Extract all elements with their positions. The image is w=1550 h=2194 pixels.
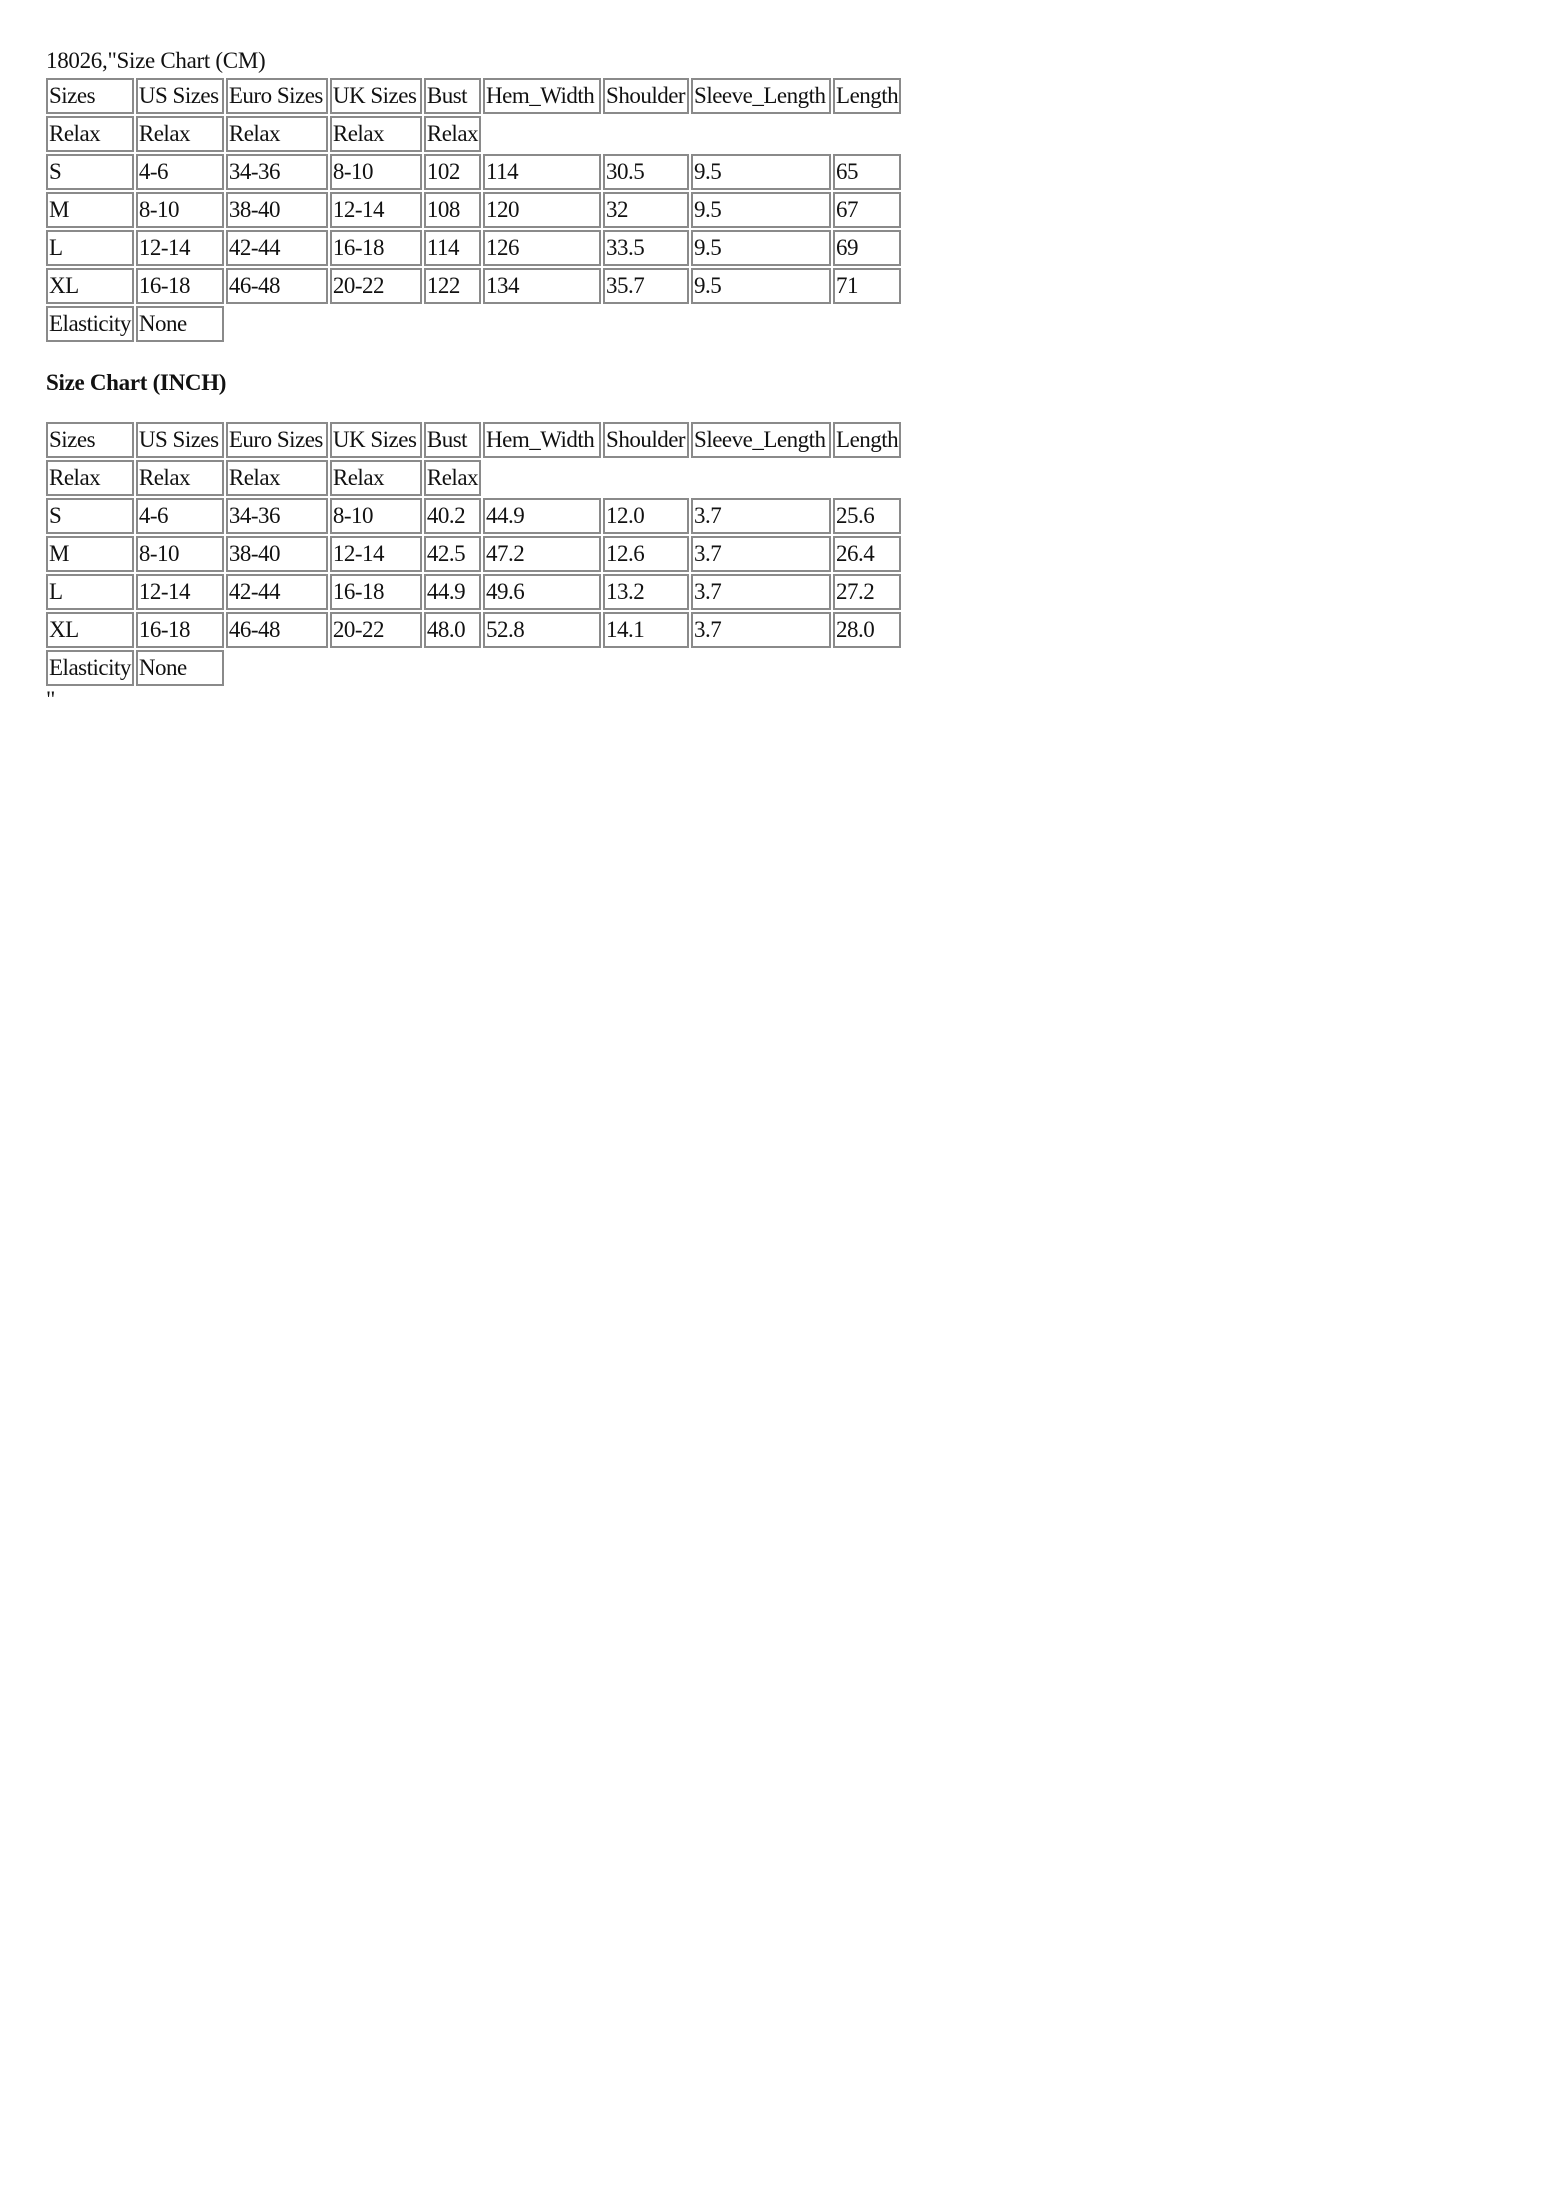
size-chart-inch-table — [44, 420, 903, 688]
table-cell: 33.5 — [603, 230, 689, 266]
table-cell: 3.7 — [691, 612, 831, 648]
table-cell: 20-22 — [330, 612, 422, 648]
table-header-cell: Hem_Width — [483, 422, 601, 458]
table-cell: M — [46, 536, 134, 572]
table-cell: 46-48 — [226, 612, 328, 648]
table-cell: Relax — [136, 116, 224, 152]
table-cell: Elasticity — [46, 650, 134, 686]
table-cell: 30.5 — [603, 154, 689, 190]
table-cell: 42.5 — [424, 536, 481, 572]
table-cell: 71 — [833, 268, 901, 304]
table-cell: 20-22 — [330, 268, 422, 304]
table-cell: 67 — [833, 192, 901, 228]
table-cell: 34-36 — [226, 154, 328, 190]
table-cell: 42-44 — [226, 230, 328, 266]
table-cell: L — [46, 574, 134, 610]
table-cell: 12-14 — [136, 230, 224, 266]
table-cell: Relax — [46, 460, 134, 496]
table-row — [46, 612, 901, 648]
table-cell: 44.9 — [483, 498, 601, 534]
table-cell: 3.7 — [691, 536, 831, 572]
table-cell: XL — [46, 268, 134, 304]
table-cell: 12-14 — [330, 192, 422, 228]
fit-row — [46, 460, 901, 496]
table-header-cell: UK Sizes — [330, 78, 422, 114]
table-cell: L — [46, 230, 134, 266]
table-cell: None — [136, 650, 224, 686]
inch-chart-heading: Size Chart (INCH) — [46, 370, 227, 395]
elasticity-row — [46, 650, 901, 686]
table-cell: 47.2 — [483, 536, 601, 572]
table-cell: 44.9 — [424, 574, 481, 610]
size-chart-cm-table — [44, 76, 903, 344]
table-cell: Relax — [136, 460, 224, 496]
table-cell: 65 — [833, 154, 901, 190]
table-cell: 14.1 — [603, 612, 689, 648]
table-cell: Relax — [46, 116, 134, 152]
empty-cell — [226, 650, 901, 686]
table-cell: 12.0 — [603, 498, 689, 534]
table-cell: 13.2 — [603, 574, 689, 610]
table-cell: 69 — [833, 230, 901, 266]
table-cell: 16-18 — [136, 612, 224, 648]
table-row — [46, 230, 901, 266]
table-cell: XL — [46, 612, 134, 648]
table-cell: 32 — [603, 192, 689, 228]
table-row — [46, 498, 901, 534]
document-page — [46, 46, 946, 712]
table-cell: 134 — [483, 268, 601, 304]
table-cell: 49.6 — [483, 574, 601, 610]
table-cell: Relax — [424, 460, 481, 496]
table-header-cell: US Sizes — [136, 78, 224, 114]
table-cell: 114 — [424, 230, 481, 266]
table-cell: 108 — [424, 192, 481, 228]
table-cell: 9.5 — [691, 154, 831, 190]
trailing-quote-mark: " — [46, 687, 56, 712]
table-cell: 42-44 — [226, 574, 328, 610]
table-header-cell: Length — [833, 422, 901, 458]
table-cell: 27.2 — [833, 574, 901, 610]
elasticity-row — [46, 306, 901, 342]
empty-cell — [226, 306, 901, 342]
table-cell: 9.5 — [691, 268, 831, 304]
table-cell: 25.6 — [833, 498, 901, 534]
table-cell: S — [46, 498, 134, 534]
table-header-cell: Shoulder — [603, 78, 689, 114]
table-header-cell: Euro Sizes — [226, 78, 328, 114]
table-cell: 4-6 — [136, 498, 224, 534]
table-header-cell: Hem_Width — [483, 78, 601, 114]
table-cell: 34-36 — [226, 498, 328, 534]
table-cell: 35.7 — [603, 268, 689, 304]
table-cell: Relax — [330, 460, 422, 496]
table-header-cell: Sleeve_Length — [691, 78, 831, 114]
table-cell: 120 — [483, 192, 601, 228]
table-cell: 12-14 — [330, 536, 422, 572]
table-row — [46, 268, 901, 304]
table-cell: 8-10 — [136, 192, 224, 228]
table-header-cell: Sizes — [46, 78, 134, 114]
table-cell: 12.6 — [603, 536, 689, 572]
table-header-cell: Length — [833, 78, 901, 114]
inch-table-body — [46, 422, 901, 686]
table-cell: 9.5 — [691, 230, 831, 266]
table-cell: 38-40 — [226, 192, 328, 228]
table-cell: 102 — [424, 154, 481, 190]
table-cell: 12-14 — [136, 574, 224, 610]
table-cell: 126 — [483, 230, 601, 266]
table-cell: Relax — [226, 116, 328, 152]
table-header-cell: Euro Sizes — [226, 422, 328, 458]
table-row — [46, 574, 901, 610]
table-cell: 48.0 — [424, 612, 481, 648]
table-cell: 122 — [424, 268, 481, 304]
table-header-cell: Bust — [424, 422, 481, 458]
table-cell: 46-48 — [226, 268, 328, 304]
empty-cell — [483, 460, 901, 496]
table-cell: Elasticity — [46, 306, 134, 342]
table-header-cell: UK Sizes — [330, 422, 422, 458]
table-header-cell: Bust — [424, 78, 481, 114]
table-cell: M — [46, 192, 134, 228]
table-cell: 16-18 — [136, 268, 224, 304]
table-header-row — [46, 422, 901, 458]
table-cell: 26.4 — [833, 536, 901, 572]
table-cell: S — [46, 154, 134, 190]
table-header-cell: Sizes — [46, 422, 134, 458]
table-cell: 40.2 — [424, 498, 481, 534]
table-cell: 16-18 — [330, 230, 422, 266]
table-row — [46, 192, 901, 228]
table-cell: 9.5 — [691, 192, 831, 228]
table-cell: 8-10 — [330, 498, 422, 534]
table-cell: 38-40 — [226, 536, 328, 572]
table-header-cell: Sleeve_Length — [691, 422, 831, 458]
table-cell: 8-10 — [330, 154, 422, 190]
table-cell: 52.8 — [483, 612, 601, 648]
table-cell: 28.0 — [833, 612, 901, 648]
table-cell: Relax — [226, 460, 328, 496]
document-header: 18026,"Size Chart (CM) — [46, 48, 266, 73]
empty-cell — [483, 116, 901, 152]
table-cell: 3.7 — [691, 574, 831, 610]
table-header-cell: US Sizes — [136, 422, 224, 458]
table-cell: 3.7 — [691, 498, 831, 534]
table-cell: Relax — [330, 116, 422, 152]
table-cell: Relax — [424, 116, 481, 152]
table-cell: 16-18 — [330, 574, 422, 610]
table-row — [46, 536, 901, 572]
table-header-cell: Shoulder — [603, 422, 689, 458]
table-cell: None — [136, 306, 224, 342]
table-cell: 4-6 — [136, 154, 224, 190]
table-cell: 114 — [483, 154, 601, 190]
table-header-row — [46, 78, 901, 114]
fit-row — [46, 116, 901, 152]
table-row — [46, 154, 901, 190]
table-cell: 8-10 — [136, 536, 224, 572]
cm-table-body — [46, 78, 901, 342]
